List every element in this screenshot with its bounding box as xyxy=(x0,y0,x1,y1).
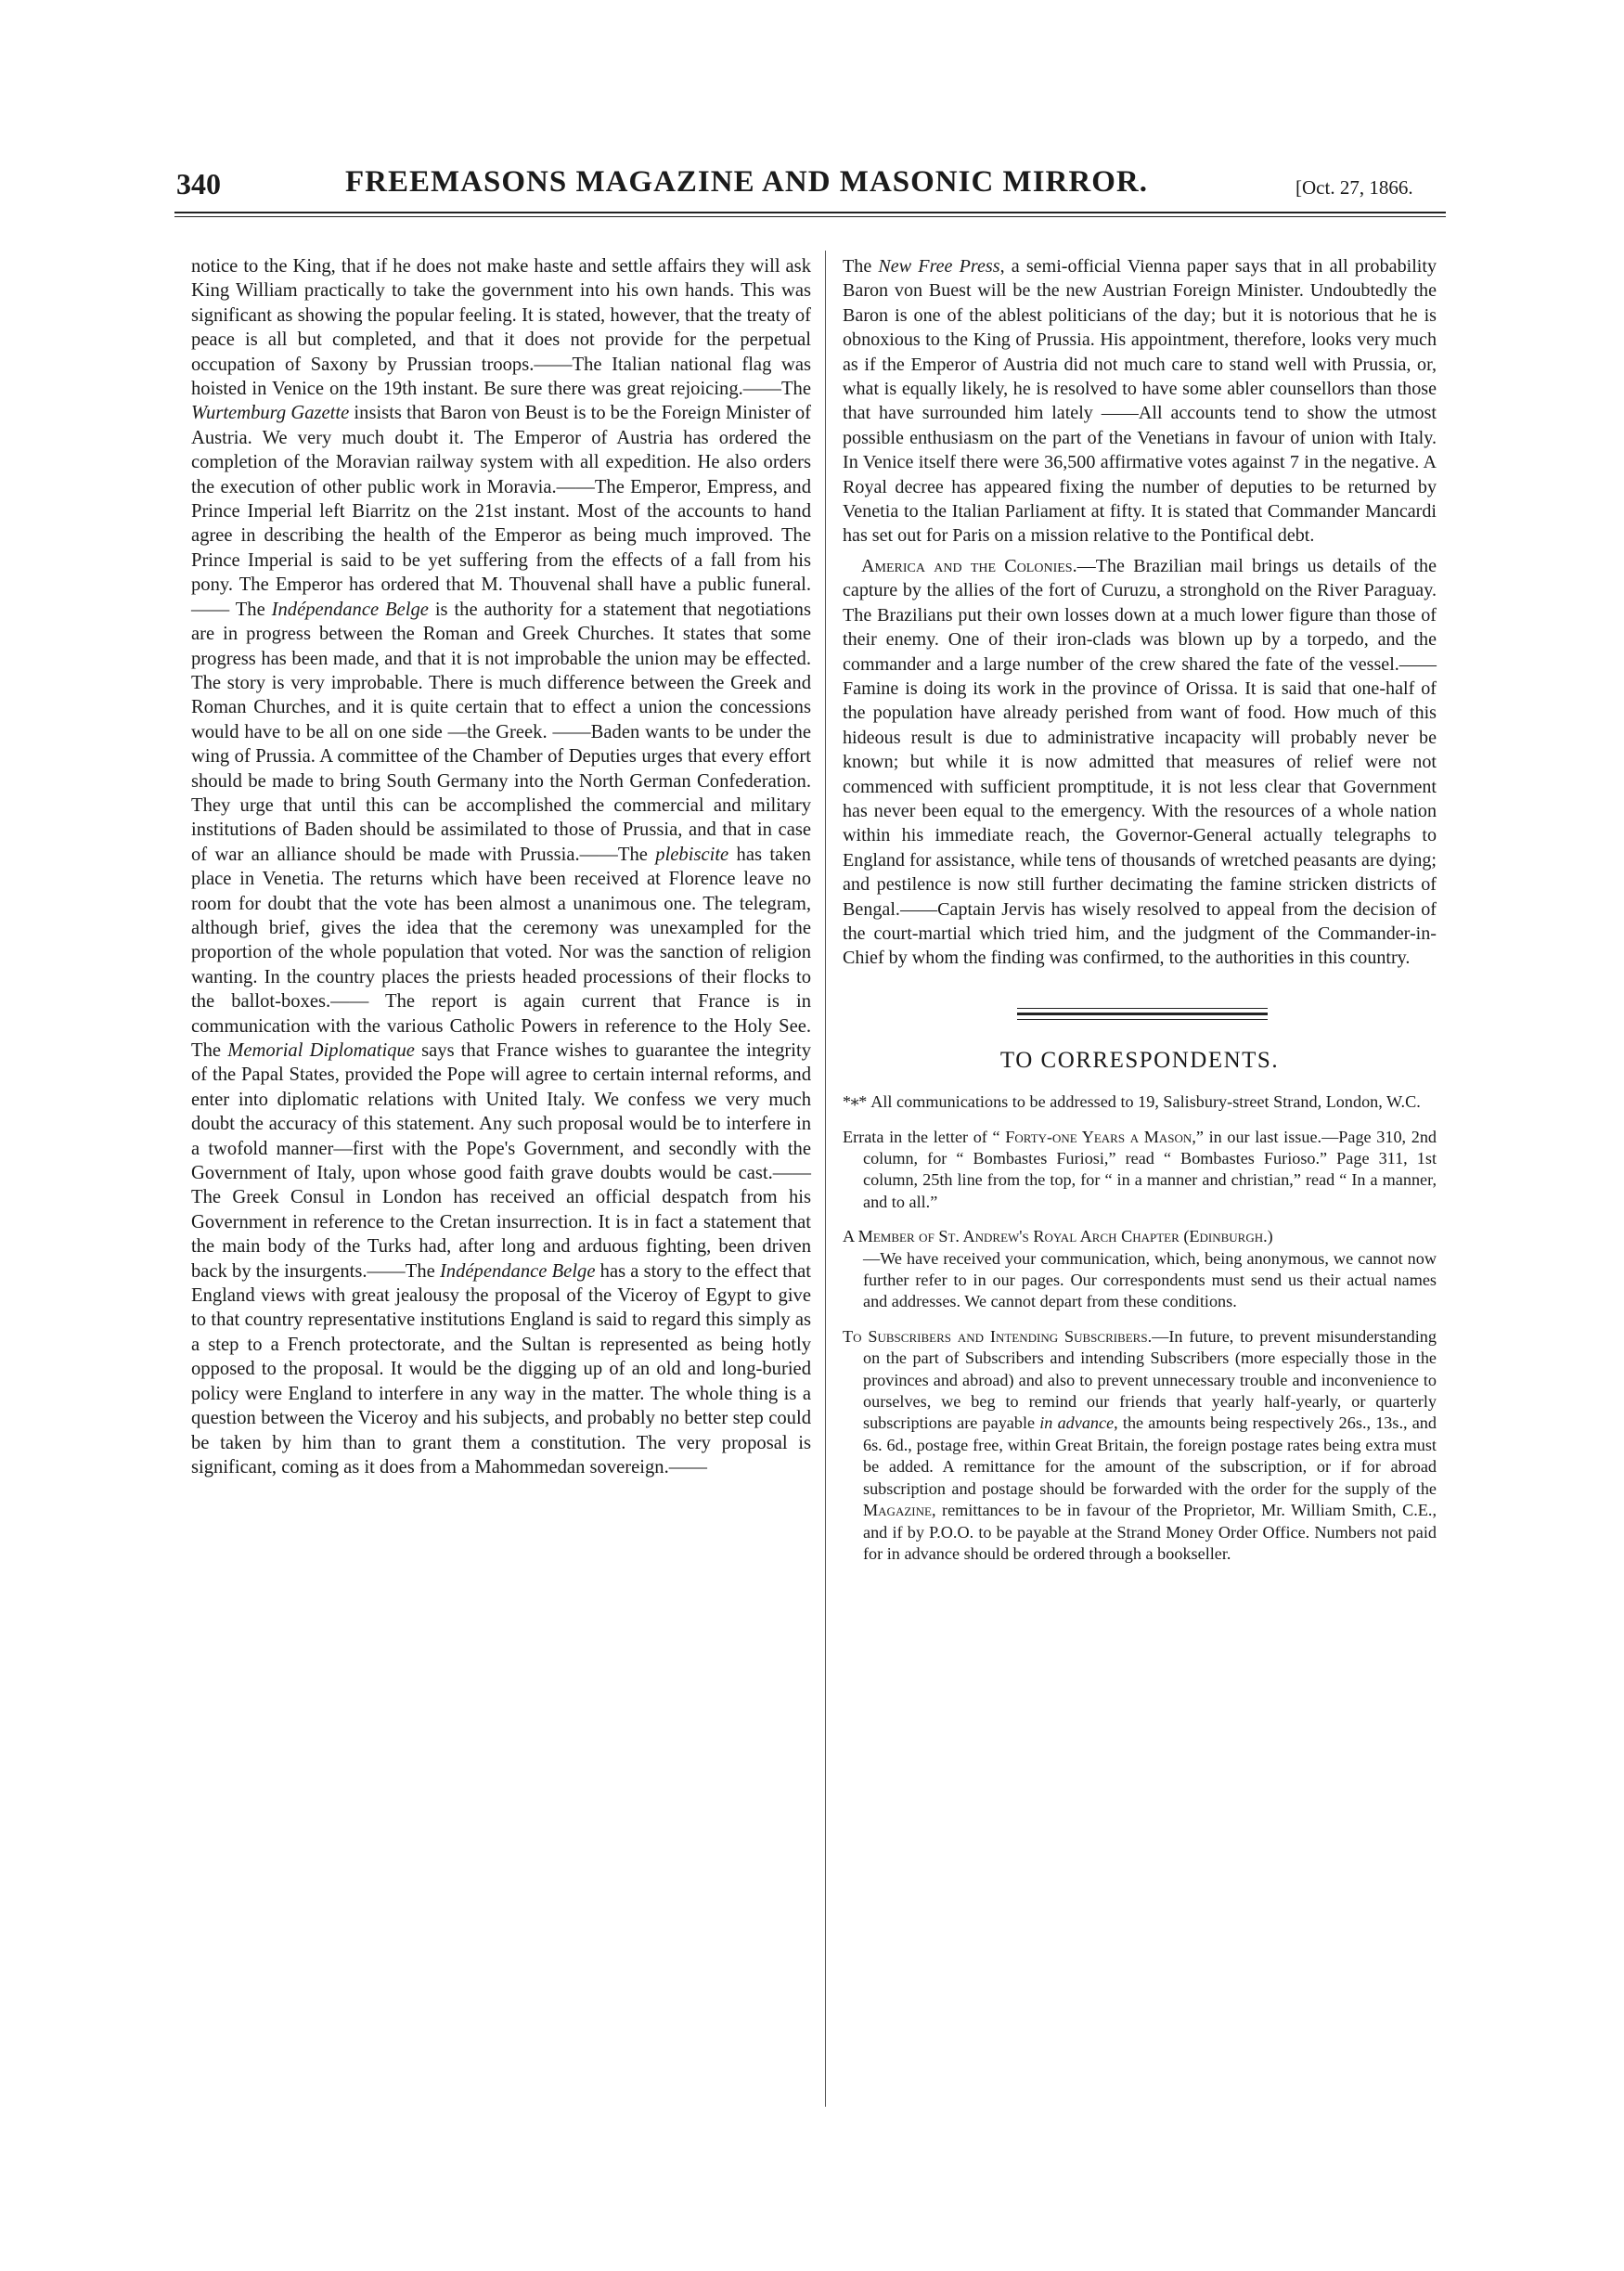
text-run: All communications to be addressed to 19, Salisbury-street Strand, London, W.C. xyxy=(870,1092,1421,1112)
ornamental-separator xyxy=(843,995,1437,1049)
italic-title: Indépendance Belge xyxy=(439,1260,596,1282)
correspondent-errata xyxy=(843,1127,1437,1214)
correspondent-notice xyxy=(843,1091,1437,1113)
text-run: has taken place in Venetia. The returns which have been received at Florence leave no room for doubt that the vote has been almost a unanimous one. The telegram, although brief, gives the idea that the ceremony was unexampled for the proportion of the whole population that voted. Nor was the sanction of religion wanting. In the country places the priests headed processions of their flocks to the ballot-boxes.—— The report is again current that France is in communication with the various Catholic Powers in reference to the Holy See. The xyxy=(191,844,811,1061)
small-caps-run: Forty-one Years a Mason xyxy=(1005,1127,1192,1146)
correspondents-heading: TO CORRESPONDENTS. xyxy=(999,1047,1280,1073)
text-run: ,” in our last issue.—Page 310, 2nd column, for “ Bombastes Furiosi,” read “ Bombastes Furioso.” Page 311, 1st column, 25th line from the top, for “ in a manner and christian,” read “ In a manner, and to all.” xyxy=(863,1127,1437,1211)
italic-term: in advance xyxy=(1039,1413,1115,1433)
text-run: says that France wishes to guarantee the integrity of the Papal States, provided the Pope will agree to certain internal reforms, and enter into diplomatic relations with United Italy. We confess we very much doubt the accuracy of this statement. Any such proposal would be to interfere in a twofold manner—first with the Pope's Government, and secondly with the Government of Italy, upon whose good faith grave doubts would be cast.——The Greek Consul in London has received an official despatch from his Government in reference to the Cretan insurrection. It is in fact a statement that the main body of the Turks had, after long and arduous fighting, been driven back by the insurgents.——The xyxy=(191,1040,812,1282)
issue-date: [Oct. 27, 1866. xyxy=(1295,176,1413,199)
right-paragraph xyxy=(843,254,1437,548)
text-run: —The Brazilian mail brings us details of the capture by the allies of the fort of Curuzu, a stronghold on the River Paraguay. The Brazilians put their own losses down at a much lower figure than those of their enemy. One of their iron-clads was blown up by a torpedo, and the commander and a large number of the crew shared the fate of the vessel.——Famine is doing its work in the province of Orissa. It is said that one-half of the population have already perished from want of food. How much of this hideous result is due to administrative incapacity will probably never be known; but while it is now admitted that measures of relief were not commenced with sufficient promptitude, it is not less clear that Government has never been equal to the emergency. With the resources of a whole nation within his immediate reach, the Governor-General actually telegraphs to England for assistance, while tens of thousands of wretched peasants are dying; and pestilence is now still further decimating the famine stricken districts of Bengal.——Captain Jervis has wisely resolved to appeal from the decision of the court-martial which tried him, and the judgment of the Commander-in-Chief by whom the finding was confirmed, to the authorities in this country. xyxy=(843,555,1437,969)
separator-line xyxy=(1017,1008,1268,1009)
italic-title: Indépendance Belge xyxy=(271,599,429,620)
text-run: —In future, to prevent misunderstanding on the part of Subscribers and intending Subscribers (more especially those in the provinces and abroad) and also to prevent unnecessary trouble and inconvenience to ourselves, we beg to remind our friends that yearly half-yearly, or quarterly subscriptions are payable xyxy=(863,1326,1437,1433)
correspondent-subscribers xyxy=(843,1326,1437,1565)
text-run: The xyxy=(843,256,879,277)
text-run: , remittances to be in favour of the Proprietor, Mr. William Smith, C.E., and if by P.O.O. to be payable at the Strand Money Order Office. Numbers not paid for in advance should be ordered through a bookseller. xyxy=(863,1501,1437,1563)
masthead-title: FREEMASONS MAGAZINE AND MASONIC MIRROR. xyxy=(345,165,1148,199)
small-caps-run: Magazine xyxy=(863,1501,932,1520)
text-run: is the authority for a statement that negotiations are in progress between the Roman and Greek Churches. It states that some progress has been made, and that it is not improbable the union may be effected. The story is very improbable. There is much difference between the Greek and Roman Churches, and it is quite certain that to effect a union the concessions would have to be all on one side —the Greek. ——Baden wants to be under the wing of Prussia. A committee of the Chamber of Deputies urges that every effort should be made to bring South Germany into the North German Confederation. They urge that until this can be accomplished the commercial and military institutions of Baden should be assimilated to those of Prussia, and that in case of war an alliance should be made with Prussia.——The xyxy=(191,599,811,865)
separator-line xyxy=(1017,1019,1268,1020)
separator-line xyxy=(1017,1013,1268,1015)
left-column xyxy=(191,254,811,1479)
italic-term: plebiscite xyxy=(655,844,729,865)
right-column xyxy=(843,254,1437,1578)
section-heading-inline: America and the Colonies. xyxy=(861,555,1077,576)
italic-title: New Free Press xyxy=(878,256,1000,277)
italic-title: Wurtemburg Gazette xyxy=(191,403,350,424)
text-run: notice to the King, that if he does not make haste and settle affairs they will ask King William practically to take the government into his own hands. This was significant as showing the popular feeling. It is stated, however, that the treaty of peace is all but completed, and that it does not provide for the perpetual occupation of Saxony by Prussian troops.——The Italian national flag was hoisted in Venice on the 19th instant. Be sure there was great rejoicing.——The xyxy=(191,256,811,400)
page-number: 340 xyxy=(176,167,221,200)
america-colonies-paragraph xyxy=(843,554,1437,971)
text-run: Errata in the letter of “ xyxy=(843,1127,1006,1146)
column-divider xyxy=(825,251,826,2107)
left-paragraph xyxy=(191,254,811,1479)
text-run: , a semi-official Vienna paper says that in all probability Baron von Buest will be the new Austrian Foreign Minister. Undoubtedly the Baron is one of the ablest politicians of the day; but it is notorious that he is obnoxious to the King of Prussia. His appointment, therefore, looks very much as if the Emperor of Austria did not much care to stand well with Prussia, or, what is equally likely, he is resolved to have some abler counsellors than those that have surrounded him lately ——All accounts tend to show the utmost possible enthusiasm on the part of the Venetians in favour of union with Italy. In Venice itself there were 36,500 affirmative votes against 7 in the negative. A Royal decree has appeared fixing the number of deputies to be returned by Venetia to the Italian Parliament at fifty. It is stated that Commander Mancardi has set out for Paris on a mission relative to the Pontifical debt. xyxy=(843,256,1437,547)
italic-title: Memorial Diplomatique xyxy=(227,1040,415,1061)
asterism-glyph: *∗* xyxy=(843,1092,866,1112)
small-caps-run: A Member of St. Andrew's Royal Arch Chapter (Edinburgh.) xyxy=(843,1227,1273,1246)
correspondent-member xyxy=(843,1226,1437,1313)
small-caps-run: To Subscribers and Intending Subscribers. xyxy=(843,1326,1153,1346)
text-run: has a story to the effect that England views with great jealousy the proposal of the Viceroy of Egypt to give to that country representative institutions England is said to regard this simply as a step to a French protectorate, and the Sultan is represented as being hotly opposed to the proposal. It would be the digging up of an old and long-buried policy were England to interfere in any way in the matter. The whole thing is a question between the Viceroy and his subjects, and probably no better step could be taken by him than to grant them a constitution. The very proposal is significant, coming as it does from a Mahommedan sovereign.—— xyxy=(191,1260,811,1477)
text-run: , the amounts being respectively 26s., 13s., and 6s. 6d., postage free, within Great Britain, the foreign postage rates being extra must be added. A remittance for the amount of the subscription, or if for abroad subscription and postage should be forwarded with the order for the supply of the xyxy=(863,1413,1437,1498)
header-rule xyxy=(174,212,1446,213)
header-rule-thin xyxy=(174,216,1446,217)
text-run: insists that Baron von Beust is to be the Foreign Minister of Austria. We very much doubt it. The Emperor of Austria has ordered the completion of the Moravian railway system with all expedition. He also orders the execution of other public work in Moravia.——The Emperor, Empress, and Prince Imperial left Biarritz on the 21st instant. Most of the accounts to hand agree in describing the health of the Emperor as being much improved. The Prince Imperial is said to be yet suffering from the effects of a fall from his pony. The Emperor has ordered that M. Thouvenal shall have a public funeral.—— The xyxy=(191,403,812,620)
text-run: —We have received your communication, which, being anonymous, we cannot now further refer to in our pages. Our correspondents must send us their actual names and addresses. We cannot depart from these conditions. xyxy=(863,1248,1437,1311)
